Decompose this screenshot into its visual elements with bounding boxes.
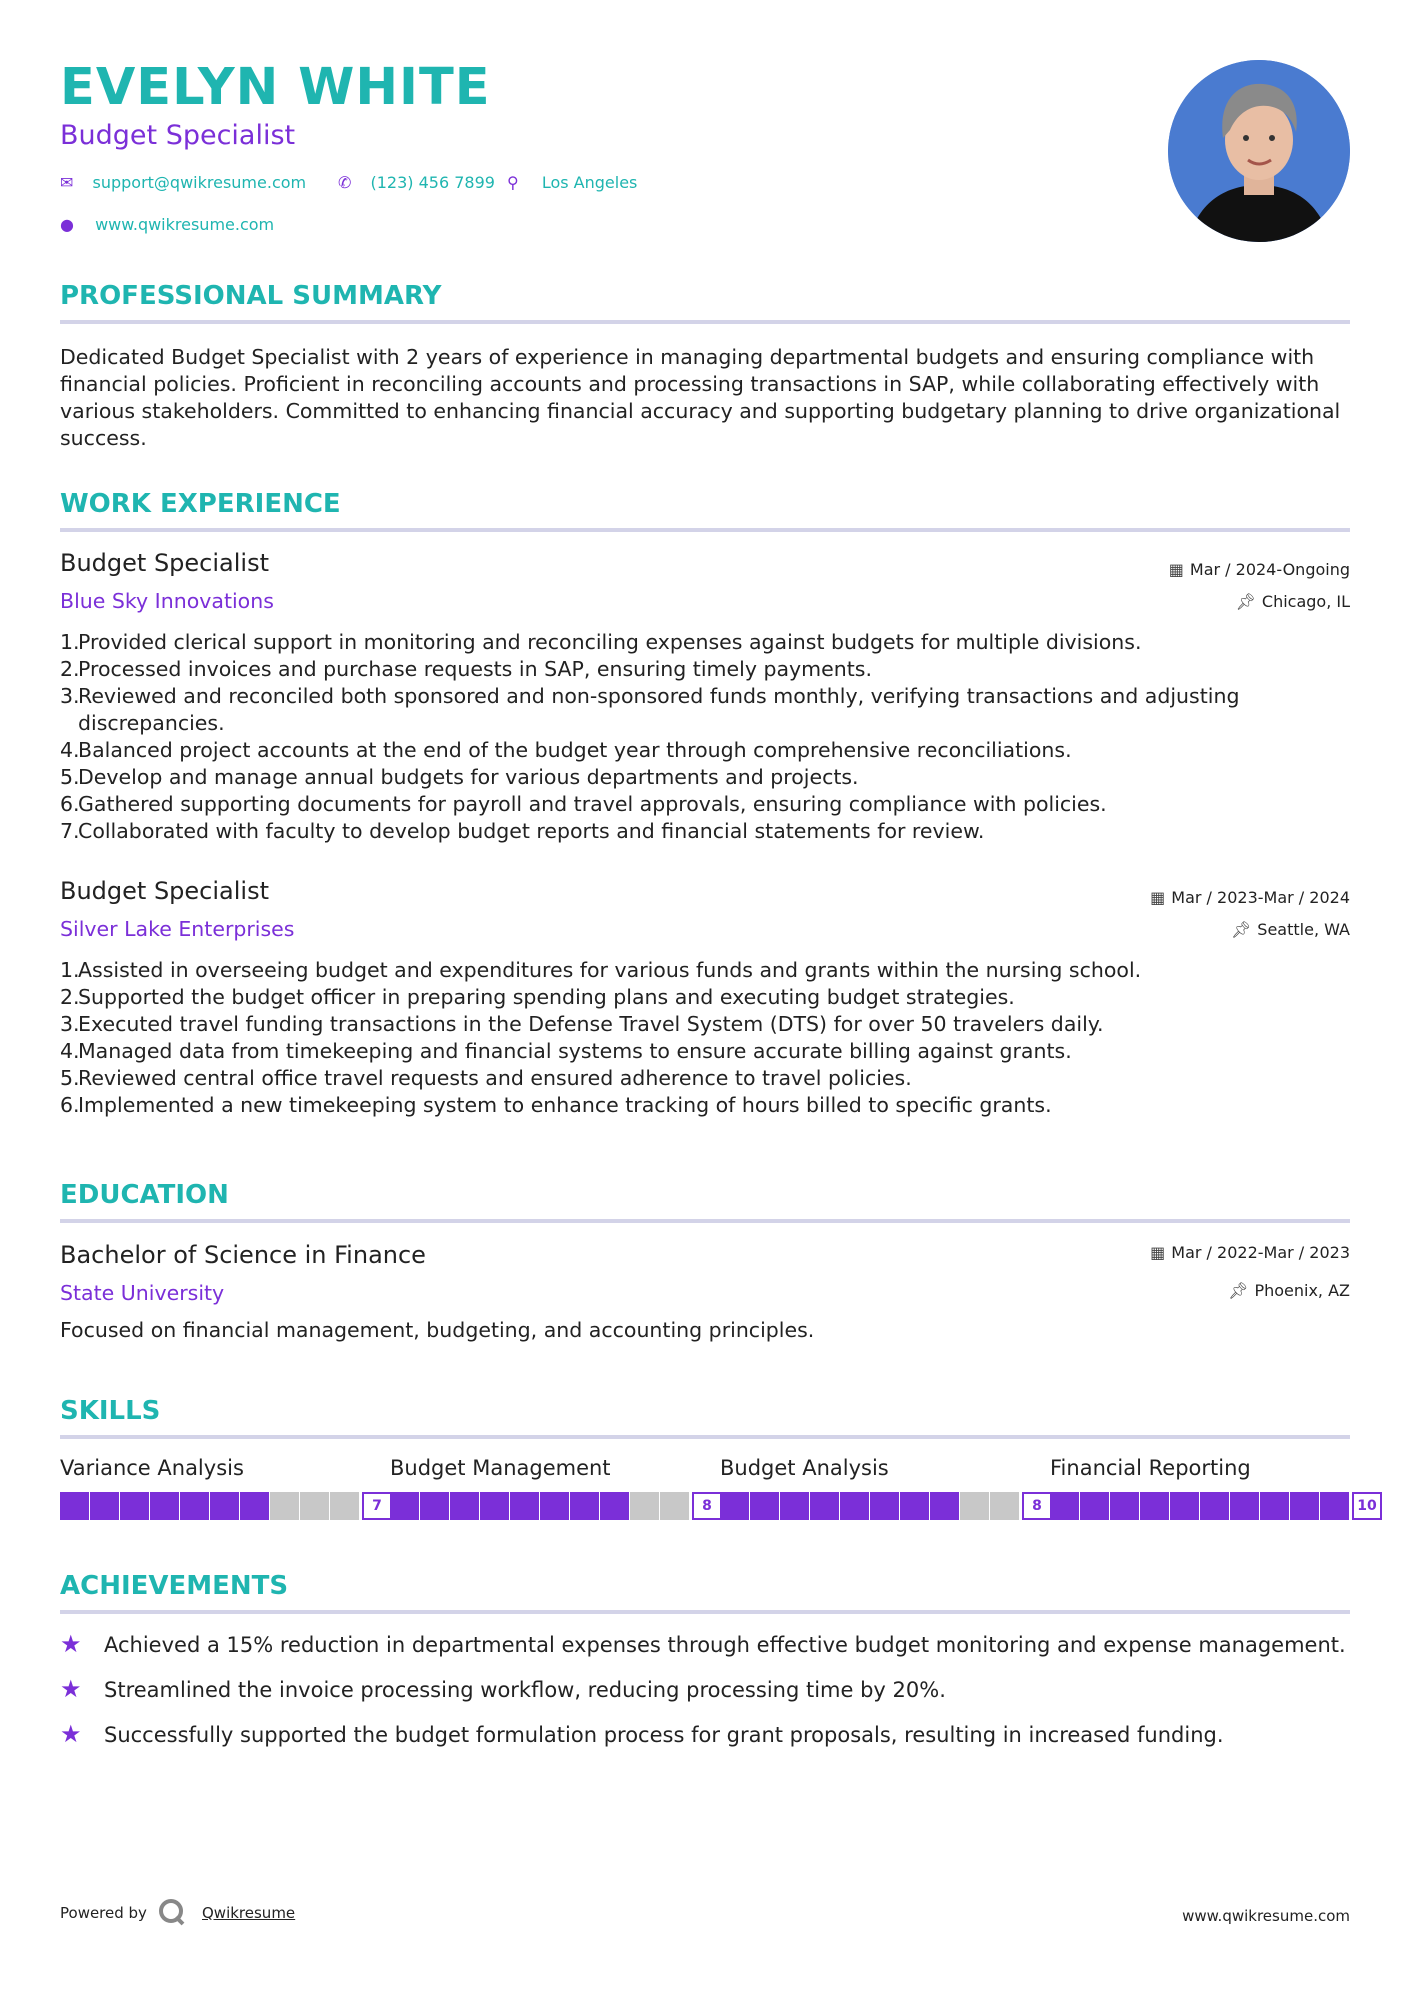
skill-segment-filled (1260, 1492, 1289, 1520)
skill-segment-filled (510, 1492, 539, 1520)
skill-variance-analysis (60, 1456, 392, 1520)
achievement-item: ★ Achieved a 15% reduction in departmental expenses through effective budget monitoring and expense management. (60, 1630, 1346, 1658)
contact-location (507, 173, 637, 192)
contact-phone[interactable] (338, 173, 495, 192)
qwikresume-logo-icon (158, 1898, 186, 1926)
job-dates-text: Mar / 2023-Mar / 2024 (1171, 888, 1350, 907)
star-icon: ★ (60, 1675, 82, 1703)
achievement-item: ★ Streamlined the invoice processing workflow, reducing processing time by 20%. (60, 1675, 946, 1703)
skill-segment-filled (450, 1492, 479, 1520)
skill-score: 8 (692, 1492, 722, 1520)
skill-label: Financial Reporting (1050, 1456, 1251, 1480)
list-item: 3. Reviewed and reconciled both sponsored and non-sponsored funds monthly, verifying transactions and adjusting discrepancies. (60, 684, 1240, 735)
list-item: 2. Processed invoices and purchase requests in SAP, ensuring timely payments. (60, 657, 872, 681)
map-pin-icon: ⚲ (507, 173, 519, 192)
skill-meter (1050, 1492, 1350, 1520)
skill-segment-filled (60, 1492, 89, 1520)
skill-segment-filled (870, 1492, 899, 1520)
job-location-text: Seattle, WA (1257, 920, 1350, 939)
profile-photo (1168, 60, 1350, 242)
list-item: 6. Gathered supporting documents for payroll and travel approvals, ensuring compliance with policies. (60, 792, 1107, 816)
skill-segment-filled (1200, 1492, 1229, 1520)
education-dates (1150, 1243, 1350, 1262)
list-item: 4. Managed data from timekeeping and financial systems to ensure accurate billing against grants. (60, 1039, 1072, 1063)
skill-segment-empty (660, 1492, 689, 1520)
degree-title: Bachelor of Science in Finance (60, 1241, 426, 1269)
skill-segment-filled (90, 1492, 119, 1520)
list-item: 6. Implemented a new timekeeping system to enhance tracking of hours billed to specific grants. (60, 1093, 1052, 1117)
portrait-image (1168, 60, 1350, 242)
job-location-text: Chicago, IL (1261, 592, 1350, 611)
skill-segment-filled (750, 1492, 779, 1520)
skills-divider (60, 1435, 1350, 1439)
job-title: Budget Specialist (60, 549, 270, 577)
skill-segment-filled (720, 1492, 749, 1520)
skill-segment-filled (1230, 1492, 1259, 1520)
summary-heading: PROFESSIONAL SUMMARY (60, 281, 442, 311)
skill-segment-filled (930, 1492, 959, 1520)
list-item: 4. Balanced project accounts at the end of the budget year through comprehensive reconciliations. (60, 738, 1072, 762)
skill-segment-filled (900, 1492, 929, 1520)
skill-financial-reporting (1050, 1456, 1382, 1520)
education-heading: EDUCATION (60, 1180, 229, 1210)
skill-meter (390, 1492, 690, 1520)
education-dates-text: Mar / 2022-Mar / 2023 (1171, 1243, 1350, 1262)
skill-meter (720, 1492, 1020, 1520)
education-divider (60, 1219, 1350, 1223)
skill-segment-filled (600, 1492, 629, 1520)
pushpin-icon: 📌︎ (1228, 1281, 1249, 1300)
envelope-icon: ✉ (60, 173, 74, 192)
calendar-icon: ▦ (1150, 888, 1166, 907)
calendar-icon: ▦ (1150, 1243, 1166, 1262)
job-location (1231, 920, 1350, 939)
star-icon: ★ (60, 1630, 82, 1658)
footer-website-link[interactable]: www.qwikresume.com (1182, 1907, 1350, 1925)
list-item: 1. Assisted in overseeing budget and expenditures for various funds and grants within the nursing school. (60, 958, 1142, 982)
summary-text: Dedicated Budget Specialist with 2 years of experience in managing departmental budgets and ensuring compliance with financial policies. Proficient in reconciling accounts and processing transactions in SAP, while collaborating effectively with various stakeholders. Committed to enhancing financial accuracy and supporting budgetary planning to drive organizational success. (60, 345, 1341, 450)
education-location (1228, 1281, 1350, 1300)
candidate-name: EVELYN WHITE (60, 58, 491, 117)
skill-budget-management (390, 1456, 722, 1520)
powered-by-label: Powered by (60, 1904, 147, 1922)
phone-icon: ✆ (338, 173, 352, 192)
website-text: www.qwikresume.com (95, 215, 275, 234)
candidate-title: Budget Specialist (60, 120, 296, 151)
skill-budget-analysis (720, 1456, 1052, 1520)
skill-segment-filled (1080, 1492, 1109, 1520)
skill-segment-filled (240, 1492, 269, 1520)
experience-divider (60, 528, 1350, 532)
achievement-item: ★ Successfully supported the budget formulation process for grant proposals, resulting in increased funding. (60, 1720, 1224, 1748)
skill-segment-filled (1140, 1492, 1169, 1520)
skill-score: 10 (1352, 1492, 1382, 1520)
skill-segment-filled (780, 1492, 809, 1520)
phone-text: (123) 456 7899 (370, 173, 495, 192)
skill-segment-filled (840, 1492, 869, 1520)
job-duties-list (60, 629, 1320, 845)
skill-segment-filled (1050, 1492, 1079, 1520)
skill-score: 8 (1022, 1492, 1052, 1520)
experience-heading: WORK EXPERIENCE (60, 489, 341, 519)
skill-segment-filled (120, 1492, 149, 1520)
skill-segment-empty (330, 1492, 359, 1520)
pushpin-icon: 📌︎ (1235, 592, 1256, 611)
skill-segment-filled (1320, 1492, 1349, 1520)
list-item: 5. Reviewed central office travel requests and ensured adherence to travel policies. (60, 1066, 912, 1090)
globe-icon: ● (60, 215, 74, 234)
job-dates-text: Mar / 2024-Ongoing (1189, 560, 1350, 579)
skill-segment-filled (150, 1492, 179, 1520)
email-text: support@qwikresume.com (92, 173, 307, 192)
skill-segment-filled (540, 1492, 569, 1520)
skill-segment-filled (390, 1492, 419, 1520)
list-item: 5. Develop and manage annual budgets for various departments and projects. (60, 765, 859, 789)
job-title: Budget Specialist (60, 877, 270, 905)
skill-segment-empty (270, 1492, 299, 1520)
school-name: State University (60, 1281, 225, 1305)
skill-segment-filled (1170, 1492, 1199, 1520)
calendar-icon: ▦ (1168, 560, 1184, 579)
skill-segment-empty (960, 1492, 989, 1520)
job-dates (1169, 560, 1350, 579)
list-item: 2. Supported the budget officer in preparing spending plans and executing budget strategies. (60, 985, 1015, 1009)
job-company: Silver Lake Enterprises (60, 917, 295, 941)
job-company: Blue Sky Innovations (60, 589, 274, 613)
skill-segment-filled (210, 1492, 239, 1520)
list-item: 7. Collaborated with faculty to develop budget reports and financial statements for review. (60, 819, 985, 843)
star-icon: ★ (60, 1720, 82, 1748)
contact-website[interactable] (60, 215, 274, 234)
location-text: Los Angeles (541, 173, 638, 192)
skills-heading: SKILLS (60, 1396, 161, 1426)
skill-segment-filled (420, 1492, 449, 1520)
qwikresume-link[interactable]: Qwikresume (202, 1904, 296, 1922)
skill-segment-filled (180, 1492, 209, 1520)
achievements-divider (60, 1610, 1350, 1614)
skill-score: 7 (362, 1492, 392, 1520)
skill-segment-filled (480, 1492, 509, 1520)
achievements-heading: ACHIEVEMENTS (60, 1571, 289, 1601)
list-item: 3. Executed travel funding transactions in the Defense Travel System (DTS) for over 50 travelers daily. (60, 1012, 1104, 1036)
skill-segment-filled (1110, 1492, 1139, 1520)
skill-segment-filled (570, 1492, 599, 1520)
job-location (1236, 592, 1350, 611)
skill-label: Budget Analysis (720, 1456, 889, 1480)
job-duties-list (60, 957, 1320, 1119)
skill-segment-empty (300, 1492, 329, 1520)
skill-segment-empty (990, 1492, 1019, 1520)
education-location-text: Phoenix, AZ (1254, 1281, 1350, 1300)
education-description: Focused on financial management, budgeting, and accounting principles. (60, 1318, 815, 1342)
skill-segment-filled (810, 1492, 839, 1520)
skill-segment-filled (1290, 1492, 1319, 1520)
skill-segment-empty (630, 1492, 659, 1520)
list-item: 1. Provided clerical support in monitoring and reconciling expenses against budgets for multiple divisions. (60, 630, 1142, 654)
skill-label: Budget Management (390, 1456, 611, 1480)
pushpin-icon: 📌︎ (1230, 920, 1252, 939)
skill-label: Variance Analysis (60, 1456, 244, 1480)
skill-meter (60, 1492, 360, 1520)
summary-divider (60, 320, 1350, 324)
job-dates (1150, 888, 1350, 907)
contact-email[interactable] (60, 173, 306, 192)
